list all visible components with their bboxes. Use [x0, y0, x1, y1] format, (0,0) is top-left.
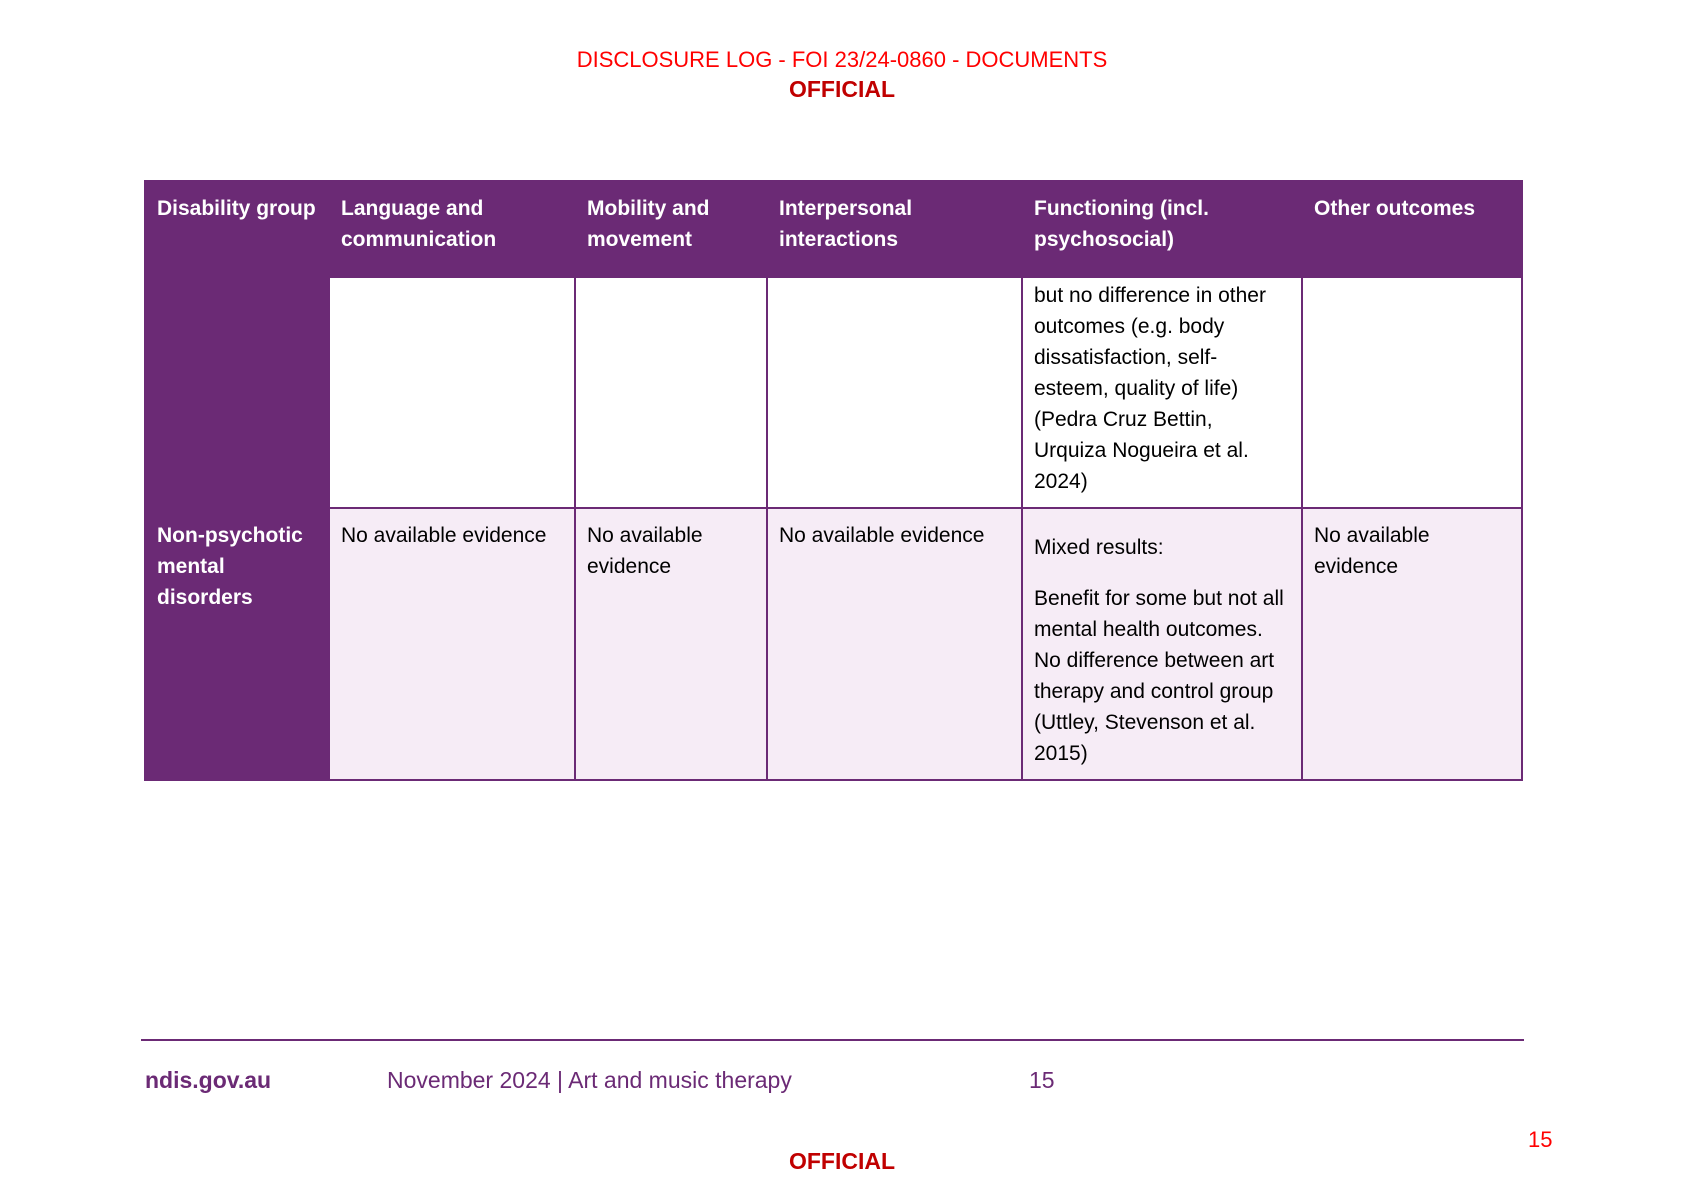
- footer-title: November 2024 | Art and music therapy: [387, 1067, 792, 1093]
- language-cell: No available evidence: [329, 508, 575, 780]
- footer-divider: [141, 1039, 1524, 1041]
- functioning-text: but no difference in other outcomes (e.g. body dissatisfaction, self-esteem, quality of life) (Pedra Cruz Bettin, Urquiza Nogueira et al. 2024): [1034, 284, 1266, 493]
- functioning-summary: Mixed results:: [1034, 536, 1164, 559]
- language-cell: [329, 277, 575, 508]
- interpersonal-cell: [767, 277, 1022, 508]
- column-header-language: Language and communication: [329, 181, 575, 277]
- interpersonal-cell: No available evidence: [767, 508, 1022, 780]
- disclosure-log-header: DISCLOSURE LOG - FOI 23/24-0860 - DOCUMENTS: [576, 47, 1108, 72]
- disability-group-cell: [145, 277, 329, 508]
- page-stamp: 15: [1528, 1127, 1553, 1152]
- column-header-interpersonal: Interpersonal interactions: [767, 181, 1022, 277]
- table-row: [145, 508, 1522, 780]
- footer-site: ndis.gov.au: [145, 1067, 272, 1093]
- other-outcomes-cell: [1302, 277, 1522, 508]
- column-header-mobility: Mobility and movement: [575, 181, 767, 277]
- functioning-text: Benefit for some but not all mental health outcomes. No difference between art therapy and control group (Uttley, Stevenson et al. 2015): [1034, 587, 1284, 765]
- table-row: [145, 277, 1522, 508]
- column-header-disability-group: Disability group: [145, 181, 329, 277]
- mobility-cell: [575, 277, 767, 508]
- table-header-row: [145, 181, 1522, 277]
- functioning-cell: [1022, 277, 1302, 508]
- footer-page-number: 15: [1029, 1067, 1055, 1093]
- mobility-cell: No available evidence: [575, 508, 767, 780]
- classification-footer: OFFICIAL: [788, 1148, 896, 1174]
- evidence-table: [144, 180, 1523, 781]
- classification-header: OFFICIAL: [788, 76, 896, 102]
- column-header-functioning: Functioning (incl. psychosocial): [1022, 181, 1302, 277]
- other-outcomes-cell: No available evidence: [1302, 508, 1522, 780]
- column-header-other-outcomes: Other outcomes: [1302, 181, 1522, 277]
- disability-group-cell: Non-psychotic mental disorders: [145, 508, 329, 780]
- functioning-cell: [1022, 508, 1302, 780]
